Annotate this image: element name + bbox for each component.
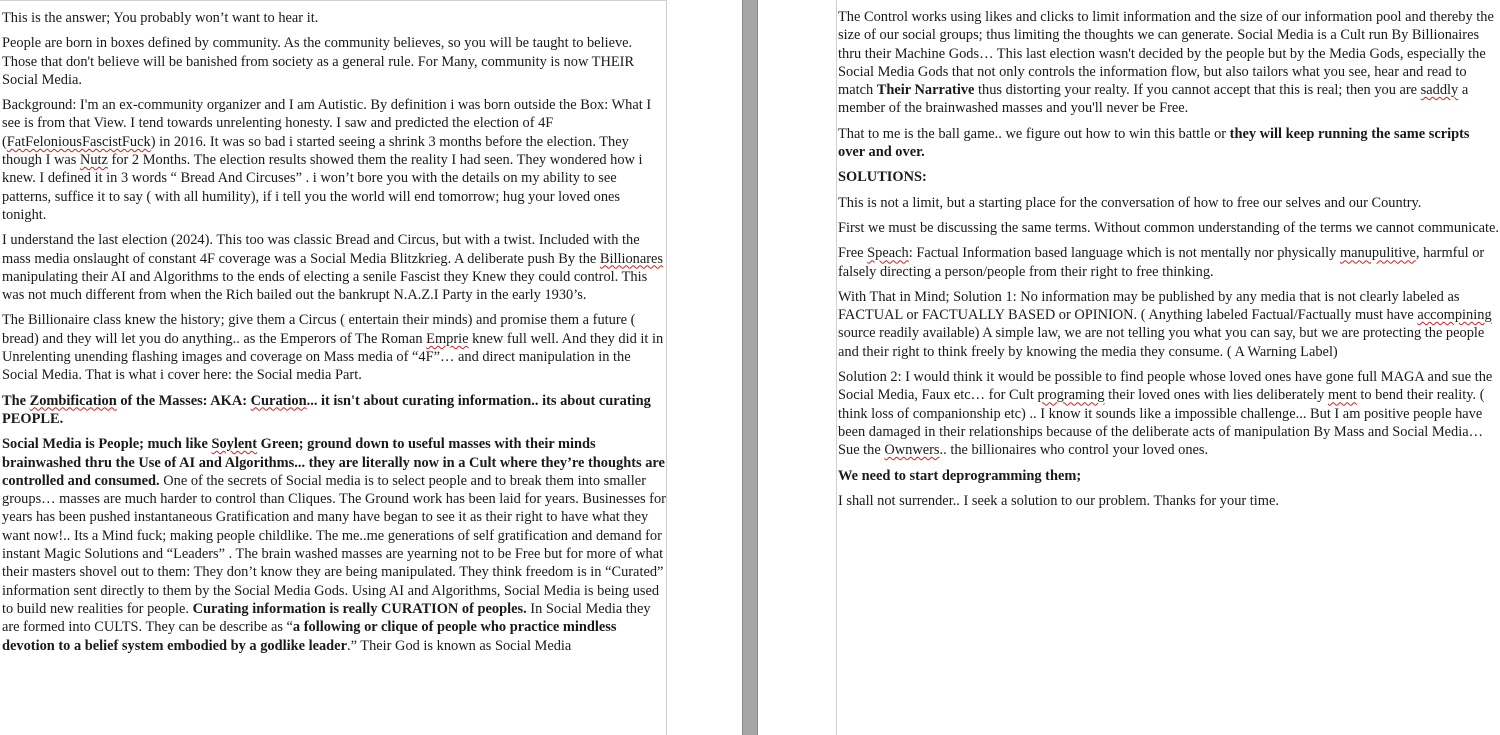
misspelled-word[interactable]: Ownwers — [884, 442, 940, 459]
text-run: The Billionaire class knew the history; give them a Circus ( entertain their minds) and promise them a future ( bread) and they will let you do anything.. as the Emperors of The Roman — [2, 312, 636, 347]
page-gap-left — [667, 0, 742, 735]
bold-text-run: Their Narrative — [876, 82, 975, 99]
bold-text-run: they will keep running the same scripts over and over. — [838, 125, 1470, 161]
text-run: Solution 2: I would think it would be possible to find people whose loved ones have gone full MAGA and sue the Social Media, Faux etc… for Cult — [838, 369, 1493, 404]
paragraph: First we must be discussing the same terms. Without common understanding of the terms we cannot communicate. — [838, 219, 1499, 236]
paragraph — [838, 288, 1500, 361]
misspelled-word[interactable]: Soylent — [211, 436, 258, 453]
text-run: for 2 Months. The election results showed them the reality I had seen. They wondered how i knew. I defined it in 3 words “ Bread And Circuses” . i won’t bore you with the details on my ability to see patterns, suffice it to say ( with all humility), if i tell you the world will end tomorrow; hug your loved ones tonight. — [2, 152, 643, 223]
page-divider — [742, 0, 758, 735]
text-run: ... it isn't about curating information.. its about curating PEOPLE. — [2, 392, 651, 427]
paragraph-heading — [2, 392, 666, 429]
misspelled-word[interactable]: Curation — [250, 392, 307, 409]
text-run: to bend their reality. ( think loss of companionship etc) .. I know it sounds like a impossible challenge... But I am positive people have been damaged in their relationships because of the deliberate acts of manipulation By Mass and Social Media… Sue the — [838, 387, 1485, 459]
misspelled-word[interactable]: saddly — [1420, 82, 1459, 99]
paragraph — [838, 368, 1500, 459]
text-run: .. the billionaires who control your loved ones. — [939, 442, 1209, 459]
paragraph: People are born in boxes defined by community. As the community believes, so you will be taught to believe. Those that don't believe will be banished from society as a general rule. For Many, community is now THEIR Social Media. — [2, 35, 635, 88]
text-run: of the Masses: AKA: — [116, 392, 251, 409]
text-run: Free — [838, 245, 868, 262]
misspelled-word[interactable]: Emprie — [426, 330, 469, 347]
text-run: source readily available) A simple law, we are not telling you what you can say, but we are protecting the people and their right to think freely by knowing the media they consume. ( A Warning Label) — [838, 325, 1485, 360]
paragraph — [2, 311, 666, 384]
text-run: ) in 2016. It was so bad i started seeing a shrink 3 months before the election. They though I was — [2, 133, 629, 169]
text-run: That to me is the ball game.. we figure out how to win this battle or — [838, 125, 1230, 142]
misspelled-word[interactable]: programing — [1037, 387, 1105, 404]
paragraph — [838, 244, 1500, 281]
text-run: The Control works using likes and clicks to limit information and the size of our information pool and thereby the size of our social groups; thus limiting the thoughts we can generate. Social Media is a Cult run By Billionaires thru their Machine Gods… This last election wasn't decided by the people but by the Media Gods, especially the Social Media Gods that not only controls the information flow, but also tailors what you see, hear and read to match — [838, 9, 1494, 99]
misspelled-word[interactable]: ment — [1327, 387, 1357, 404]
bold-text-run: Social Media is People; much like — [2, 436, 212, 453]
text-run: .” Their God is known as Social Media — [346, 637, 572, 654]
text-run: , harmful or falsely directing a person/people from their right to free thinking. — [838, 245, 1485, 280]
misspelled-word[interactable]: manupulitive — [1339, 245, 1416, 262]
text-run: their loved ones with lies deliberately — [1104, 387, 1328, 404]
paragraph: This is not a limit, but a starting place for the conversation of how to free our selves and our Country. — [838, 194, 1422, 211]
text-run: With That in Mind; Solution 1: No information may be published by any media that is not clearly labeled as FACTUAL or FACTUALLY BASED or OPINION. ( Anything labeled Factual/Factually must have — [838, 288, 1460, 324]
bold-text-run: a following or clique of people who practice mindless devotion to a belief system embodied by a godlike leader — [2, 619, 617, 654]
text-run: One of the secrets of Social media is to select people and to break them into smaller groups… masses are much harder to control than Cliques. The Ground work has been laid for years. Businesses for years has been pushed instantaneous Gratification and many have began to see it as their right to have what they want now!.. Its a Mind fuck; making people childlike. The me..me generations of self gratification and demand for instant Magic Solutions and “Leaders” . The brain washed masses are yearning not to be Free but for more of what their masters shovel out to them: They don’t know they are being manipulated. They think freedom is in “Curated” information sent directly to them by the Social Media Gods. Using AI and Algorithms, Social Media is being used to build new realities for people. — [2, 472, 666, 617]
paragraph — [838, 8, 1500, 118]
text-run: I understand the last election (2024). This too was classic Bread and Circus, but with a twist. Included with the mass media onslaught of constant 4F coverage was a Social Media Blitzkrieg. A deliberate push By the — [2, 232, 640, 267]
misspelled-word[interactable]: FatFeloniousFascistFuck — [6, 133, 151, 150]
paragraph: This is the answer; You probably won’t want to hear it. — [2, 10, 319, 26]
document-page-right — [836, 0, 1500, 735]
text-run: thus distorting your realty. If you cannot accept that this is real; then you are — [974, 82, 1421, 99]
bold-text-run: Green; ground down to useful masses with their minds brainwashed thru the Use of AI and Algorithms... they are literally now in a Cult where they’re thoughts are controlled and consumed. — [2, 436, 665, 489]
misspelled-word[interactable]: Nutz — [79, 152, 108, 169]
text-run: : Factual Information based language which is not mentally nor physically — [908, 245, 1340, 262]
paragraph — [2, 435, 666, 655]
text-run: Background: I'm an ex-community organizer and I am Autistic. By definition i was born outside the Box: What I see is from that View. I tend towards unrelenting honesty. I saw and predicted the election of 4F ( — [2, 97, 652, 150]
page-gap-right — [758, 0, 836, 735]
paragraph — [838, 125, 1500, 162]
section-heading: SOLUTIONS: — [838, 169, 927, 186]
paragraph — [2, 96, 666, 224]
misspelled-word[interactable]: Speach — [867, 245, 909, 262]
text-run: a member of the brainwashed masses and you'll never be Free. — [838, 82, 1469, 117]
text-run: In Social Media they are formed into CULTS. They can be describe as “ — [2, 600, 651, 636]
document-page-left — [0, 0, 667, 735]
misspelled-word[interactable]: Zombification — [29, 392, 117, 409]
paragraph — [2, 231, 666, 304]
paragraph-heading: We need to start deprogramming them; — [838, 467, 1082, 484]
text-run: knew full well. And they did it in Unrelenting unending flashing images and coverage on Mass media of “4F”… and direct manipulation in the Social Media. That is what i cover here: the Social media Part. — [2, 330, 664, 384]
paragraph: I shall not surrender.. I seek a solution to our problem. Thanks for your time. — [838, 492, 1279, 509]
text-run: The — [2, 392, 30, 409]
misspelled-word[interactable]: accompining — [1417, 307, 1492, 324]
text-run: manipulating their AI and Algorithms to the ends of electing a senile Fascist they Knew they could control. This was not much different from when the Rich bailed out the bankrupt N.A.Z.I Party in the early 1930’s. — [2, 268, 648, 304]
misspelled-word[interactable]: Billionares — [599, 250, 664, 267]
bold-text-run: Curating information is really CURATION of peoples. — [192, 600, 527, 617]
